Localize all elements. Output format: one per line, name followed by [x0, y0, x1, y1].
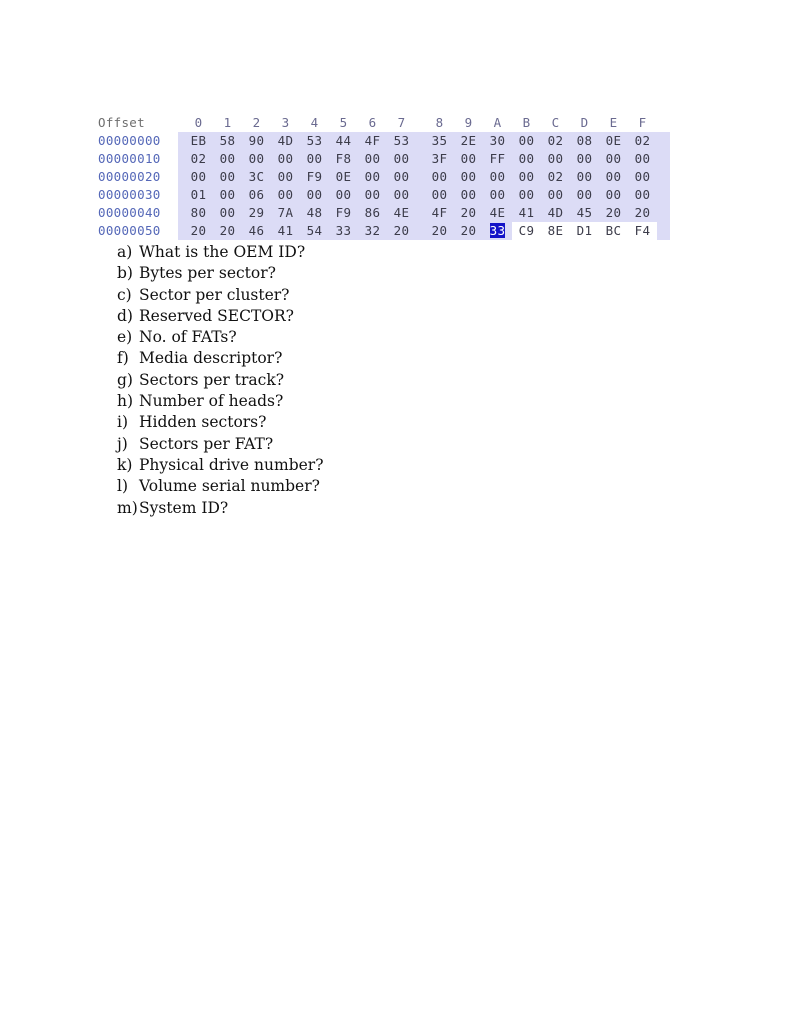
byte-cell[interactable]: 00 — [364, 169, 381, 184]
question-item — [117, 434, 324, 455]
byte-cell[interactable]: 06 — [248, 187, 265, 202]
byte-cell[interactable]: 02 — [547, 169, 564, 184]
row-bytes — [178, 168, 670, 186]
row-offset: 00000020 — [98, 169, 161, 184]
hex-row — [96, 222, 674, 240]
byte-cell[interactable]: 41 — [277, 223, 294, 238]
byte-cell[interactable]: 00 — [634, 151, 651, 166]
question-text: Sector per cluster? — [139, 285, 290, 304]
byte-cell[interactable]: D1 — [570, 222, 599, 240]
byte-cell[interactable]: 20 — [431, 223, 448, 238]
column-index-2: 2 — [252, 115, 261, 130]
hex-row — [96, 132, 674, 150]
byte-cell[interactable]: 00 — [393, 169, 410, 184]
question-text: Bytes per sector? — [139, 264, 276, 283]
byte-cell[interactable]: 00 — [219, 169, 236, 184]
question-text: Sectors per track? — [139, 370, 285, 389]
byte-cell[interactable]: 32 — [364, 223, 381, 238]
question-item — [117, 348, 324, 369]
byte-cell[interactable]: F8 — [335, 151, 352, 166]
byte-group-low — [184, 186, 416, 204]
question-item — [117, 306, 324, 327]
question-letter: d) — [117, 306, 133, 325]
question-item — [117, 498, 324, 519]
byte-cell[interactable]: 0E — [335, 169, 352, 184]
byte-cell[interactable]: 58 — [219, 133, 236, 148]
column-index-a: A — [493, 115, 502, 130]
column-index-3: 3 — [281, 115, 290, 130]
hex-row — [96, 204, 674, 222]
question-item — [117, 285, 324, 306]
row-offset: 00000000 — [98, 133, 161, 148]
byte-cell[interactable]: 08 — [576, 133, 593, 148]
byte-cell[interactable]: F9 — [306, 169, 323, 184]
question-text: Media descriptor? — [139, 349, 283, 368]
question-text: No. of FATs? — [139, 328, 237, 347]
byte-cell[interactable]: 02 — [190, 151, 207, 166]
byte-cell[interactable]: 20 — [393, 223, 410, 238]
column-index-f: F — [638, 115, 647, 130]
byte-cell[interactable]: 00 — [219, 187, 236, 202]
column-index-group-high — [425, 114, 657, 132]
hex-editor-view — [96, 114, 674, 240]
byte-cell[interactable]: 00 — [518, 187, 535, 202]
byte-cell[interactable]: 3F — [431, 151, 448, 166]
question-letter: m) — [117, 498, 138, 517]
question-text: Hidden sectors? — [139, 413, 267, 432]
byte-cell[interactable]: 00 — [605, 187, 622, 202]
byte-cell[interactable]: 00 — [306, 151, 323, 166]
question-text: Sectors per FAT? — [139, 434, 274, 453]
question-item — [117, 327, 324, 348]
column-index-header — [178, 114, 670, 132]
column-index-9: 9 — [464, 115, 473, 130]
byte-cell[interactable]: 00 — [431, 187, 448, 202]
question-text: Volume serial number? — [139, 477, 320, 496]
question-item — [117, 391, 324, 412]
question-text: Physical drive number? — [139, 455, 324, 474]
question-letter: h) — [117, 392, 134, 411]
hex-rows — [96, 132, 674, 240]
byte-cell[interactable]: 00 — [489, 169, 506, 184]
column-index-c: C — [551, 115, 560, 130]
byte-cell[interactable]: 90 — [248, 133, 265, 148]
byte-group-low — [184, 132, 416, 150]
byte-cell[interactable]: 4D — [277, 133, 294, 148]
question-letter: f) — [117, 349, 129, 368]
question-letter: k) — [117, 455, 133, 474]
question-item — [117, 370, 324, 391]
byte-cell[interactable]: 4E — [489, 205, 506, 220]
byte-cell[interactable]: 54 — [306, 223, 323, 238]
question-item — [117, 455, 324, 476]
byte-cell[interactable]: 00 — [460, 187, 477, 202]
hex-row — [96, 150, 674, 168]
byte-cell[interactable]: 00 — [431, 169, 448, 184]
question-item — [117, 476, 324, 497]
byte-cell[interactable]: 00 — [518, 133, 535, 148]
byte-cell[interactable]: 29 — [248, 205, 265, 220]
byte-cell[interactable]: 20 — [634, 205, 651, 220]
question-item — [117, 263, 324, 284]
question-letter: i) — [117, 413, 129, 432]
byte-cell[interactable]: 4F — [364, 133, 381, 148]
column-index-4: 4 — [310, 115, 319, 130]
byte-cell[interactable]: EB — [190, 133, 207, 148]
byte-cell[interactable]: 00 — [547, 151, 564, 166]
byte-cell[interactable]: 00 — [605, 169, 622, 184]
row-offset: 00000030 — [98, 187, 161, 202]
byte-cell[interactable]: 00 — [460, 169, 477, 184]
byte-cell[interactable]: 2E — [460, 133, 477, 148]
column-index-d: D — [580, 115, 589, 130]
question-item — [117, 242, 324, 263]
byte-cell[interactable]: F4 — [628, 222, 657, 240]
question-list — [117, 242, 324, 519]
question-letter: b) — [117, 264, 133, 283]
byte-cell[interactable]: 48 — [306, 205, 323, 220]
hex-row — [96, 186, 674, 204]
byte-cell[interactable]: 00 — [306, 187, 323, 202]
byte-cell[interactable]: 00 — [576, 187, 593, 202]
byte-cell[interactable]: 30 — [489, 133, 506, 148]
byte-group-high — [425, 132, 657, 150]
byte-cell[interactable]: 00 — [190, 169, 207, 184]
byte-cell[interactable]: 7A — [277, 205, 294, 220]
byte-cell[interactable]: 46 — [248, 223, 265, 238]
byte-group-high — [425, 150, 657, 168]
byte-cell[interactable]: 00 — [335, 187, 352, 202]
row-offset: 00000050 — [98, 223, 161, 238]
byte-cell[interactable]: 00 — [393, 187, 410, 202]
row-bytes — [178, 204, 670, 222]
byte-cell[interactable]: FF — [489, 151, 506, 166]
question-text: Number of heads? — [139, 392, 284, 411]
byte-cell[interactable]: 00 — [576, 151, 593, 166]
byte-cell[interactable]: 86 — [364, 205, 381, 220]
row-bytes — [178, 186, 670, 204]
byte-cell[interactable]: 00 — [576, 169, 593, 184]
column-index-8: 8 — [435, 115, 444, 130]
byte-group-low — [184, 150, 416, 168]
byte-group-low — [184, 168, 416, 186]
byte-group-high — [425, 168, 657, 186]
byte-cell[interactable]: 01 — [190, 187, 207, 202]
byte-cell[interactable]: F9 — [335, 205, 352, 220]
byte-cell[interactable]: 53 — [393, 133, 410, 148]
byte-cell[interactable]: 4E — [393, 205, 410, 220]
byte-cell[interactable]: 20 — [460, 205, 477, 220]
question-text: What is the OEM ID? — [139, 243, 306, 261]
byte-cell[interactable]: 00 — [219, 151, 236, 166]
question-letter: a) — [117, 243, 133, 261]
byte-cell[interactable]: 33 — [335, 223, 352, 238]
byte-cell[interactable]: 00 — [393, 151, 410, 166]
hex-row — [96, 168, 674, 186]
byte-cell[interactable]: 00 — [364, 151, 381, 166]
byte-cell[interactable]: 00 — [518, 169, 535, 184]
question-text: System ID? — [139, 498, 229, 517]
question-letter: e) — [117, 328, 133, 347]
byte-cell[interactable]: 00 — [489, 187, 506, 202]
byte-cell[interactable]: 00 — [634, 187, 651, 202]
question-item — [117, 412, 324, 433]
byte-cell[interactable]: 00 — [277, 187, 294, 202]
byte-cell[interactable]: 20 — [605, 205, 622, 220]
byte-cell[interactable]: 20 — [190, 223, 207, 238]
byte-cell[interactable]: 00 — [518, 151, 535, 166]
byte-cell[interactable]: 00 — [364, 187, 381, 202]
column-index-b: B — [522, 115, 531, 130]
column-index-6: 6 — [368, 115, 377, 130]
byte-cell[interactable]: 00 — [634, 169, 651, 184]
hex-header-row — [96, 114, 674, 132]
byte-cell[interactable]: 4F — [431, 205, 448, 220]
byte-cell[interactable]: 20 — [460, 223, 477, 238]
byte-cell[interactable]: 00 — [460, 151, 477, 166]
row-bytes — [178, 150, 670, 168]
column-index-7: 7 — [397, 115, 406, 130]
byte-group-low — [184, 204, 416, 222]
byte-cell[interactable]: 3C — [248, 169, 265, 184]
row-bytes — [178, 222, 670, 240]
byte-group-high — [425, 186, 657, 204]
byte-cell[interactable]: BC — [599, 222, 628, 240]
column-index-e: E — [609, 115, 618, 130]
offset-column-header: Offset — [98, 115, 145, 130]
byte-cell[interactable]: 02 — [547, 133, 564, 148]
selected-byte-value: 33 — [489, 223, 506, 238]
question-letter: j) — [117, 434, 128, 453]
byte-cell[interactable]: 02 — [634, 133, 651, 148]
byte-group-high — [425, 222, 657, 240]
row-offset: 00000040 — [98, 205, 161, 220]
byte-cell[interactable]: 00 — [277, 169, 294, 184]
byte-cell[interactable]: 4D — [547, 205, 564, 220]
byte-cell[interactable]: 41 — [518, 205, 535, 220]
byte-cell[interactable]: 35 — [431, 133, 448, 148]
byte-cell[interactable]: 20 — [219, 223, 236, 238]
column-index-5: 5 — [339, 115, 348, 130]
column-index-0: 0 — [194, 115, 203, 130]
row-bytes — [178, 132, 670, 150]
column-index-1: 1 — [223, 115, 232, 130]
byte-cell[interactable]: 00 — [605, 151, 622, 166]
byte-cell[interactable]: 00 — [277, 151, 294, 166]
question-letter: g) — [117, 370, 133, 389]
byte-cell[interactable]: 44 — [335, 133, 352, 148]
byte-cell[interactable]: C9 — [512, 222, 541, 240]
byte-cell[interactable]: 53 — [306, 133, 323, 148]
question-letter: l) — [117, 477, 129, 496]
byte-cell[interactable]: 8E — [541, 222, 570, 240]
byte-cell[interactable]: 0E — [605, 133, 622, 148]
row-offset: 00000010 — [98, 151, 161, 166]
byte-group-high — [425, 204, 657, 222]
byte-group-low — [184, 222, 416, 240]
byte-cell[interactable]: 80 — [190, 205, 207, 220]
selected-byte-cell[interactable] — [483, 222, 512, 240]
byte-cell[interactable]: 00 — [547, 187, 564, 202]
question-letter: c) — [117, 285, 132, 304]
byte-cell[interactable]: 00 — [248, 151, 265, 166]
column-index-group-low — [184, 114, 416, 132]
question-text: Reserved SECTOR? — [139, 306, 294, 325]
byte-cell[interactable]: 45 — [576, 205, 593, 220]
byte-cell[interactable]: 00 — [219, 205, 236, 220]
